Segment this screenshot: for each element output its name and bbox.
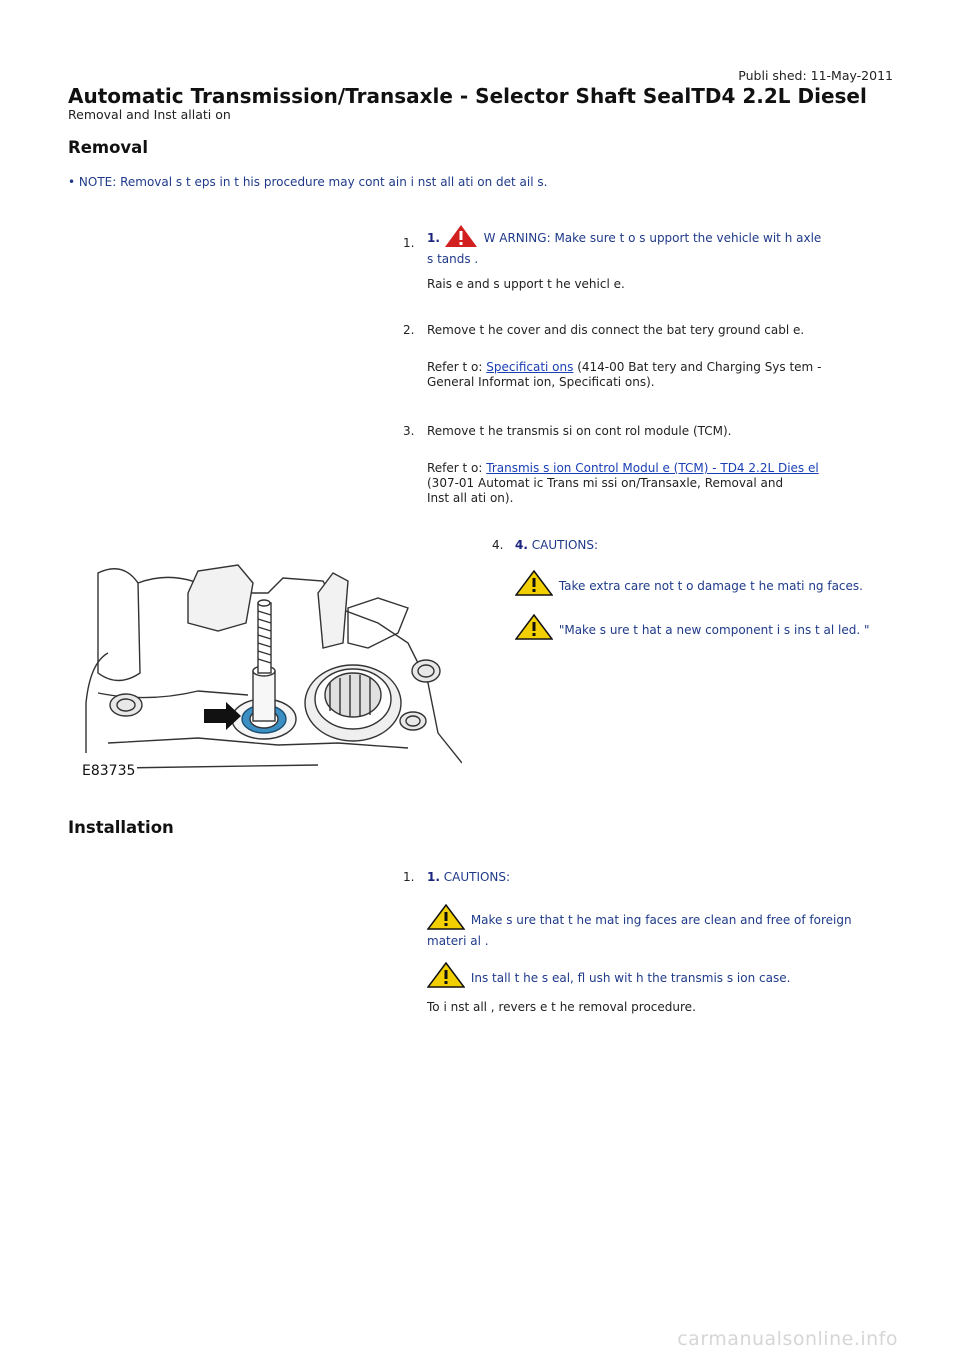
step-1-body: Rais e and s upport t he vehicl e. xyxy=(427,277,625,291)
caution-text-cont: materi al . xyxy=(427,934,489,948)
refer-suffix-2: Inst all ati on). xyxy=(427,491,514,505)
install-step-1-heading xyxy=(427,870,510,885)
step-1-warning-text: W ARNING: Make sure t o s upport the vehicle wit h axle xyxy=(479,231,822,245)
refer-suffix: (307-01 Automat ic Trans mi ssi on/Transaxle, Removal and xyxy=(427,476,784,490)
step-4-caution-1 xyxy=(515,570,863,600)
warning-icon xyxy=(444,224,478,252)
removal-heading: Removal xyxy=(68,138,148,157)
refer-prefix: Refer t o: xyxy=(427,461,487,475)
caution-icon xyxy=(427,904,465,934)
step-2-body: Remove t he cover and dis connect the bat tery ground cabl e. xyxy=(427,323,805,337)
install-step-1-bold-label: 1. xyxy=(427,870,440,884)
step-1-warning xyxy=(427,224,867,267)
caution-text: Take extra care not t o damage t he mati ng faces. xyxy=(555,579,863,593)
specifications-link[interactable]: Specificati ons xyxy=(486,360,574,374)
caution-icon xyxy=(515,570,553,600)
figure-label: E83735 xyxy=(82,763,136,779)
page-title: Automatic Transmission/Transaxle - Selector Shaft SealTD4 2.2L Diesel xyxy=(68,84,867,108)
caution-icon xyxy=(515,614,553,644)
step-2-number: 2. xyxy=(403,323,415,337)
step-1-number: 1. xyxy=(403,236,415,250)
install-step-1-number: 1. xyxy=(403,870,415,884)
step-4-heading-text: CAUTIONS: xyxy=(527,538,599,552)
tcm-link[interactable]: Transmis s ion Control Modul e (TCM) - TD4 2.2L Dies el xyxy=(486,461,819,475)
caution-text: "Make s ure t hat a new component i s ins t al led. " xyxy=(555,623,870,637)
step-3-body: Remove t he transmis si on cont rol module (TCM). xyxy=(427,424,732,438)
caution-text: Ins tall t he s eal, fl ush wit h the transmis s ion case. xyxy=(467,971,791,985)
install-step-1-heading-text: CAUTIONS: xyxy=(439,870,511,884)
install-caution-2 xyxy=(427,962,790,992)
caution-icon xyxy=(427,962,465,992)
footer-watermark: carmanualsonline.info xyxy=(677,1328,898,1350)
step-3-number: 3. xyxy=(403,424,415,438)
page-subtitle: Removal and Inst allati on xyxy=(68,107,231,122)
refer-suffix: (414-00 Bat tery and Charging Sys tem - xyxy=(573,360,822,374)
caution-text: Make s ure that t he mat ing faces are clean and free of foreign xyxy=(467,913,852,927)
removal-note: • NOTE: Removal s t eps in t his procedure may cont ain i nst all ati on det ail s. xyxy=(68,175,548,189)
refer-suffix-2: General Informat ion, Specificati ons). xyxy=(427,375,655,389)
step-1-bold-label: 1. xyxy=(427,231,440,245)
published-date: Publi shed: 11-May-2011 xyxy=(738,68,893,83)
install-step-1-body: To i nst all , revers e t he removal procedure. xyxy=(427,1000,696,1014)
figure-illustration xyxy=(78,553,462,781)
step-4-heading xyxy=(515,538,598,553)
step-3-refer xyxy=(427,461,867,506)
step-1-warning-text-cont: s tands . xyxy=(427,252,479,266)
refer-prefix: Refer t o: xyxy=(427,360,487,374)
installation-heading: Installation xyxy=(68,818,174,837)
step-4-bold-label: 4. xyxy=(515,538,528,552)
step-4-number: 4. xyxy=(492,538,504,552)
selector-shaft-seal-figure xyxy=(78,553,462,781)
step-2-refer xyxy=(427,360,867,390)
step-4-caution-2 xyxy=(515,614,870,644)
install-caution-1 xyxy=(427,904,887,949)
